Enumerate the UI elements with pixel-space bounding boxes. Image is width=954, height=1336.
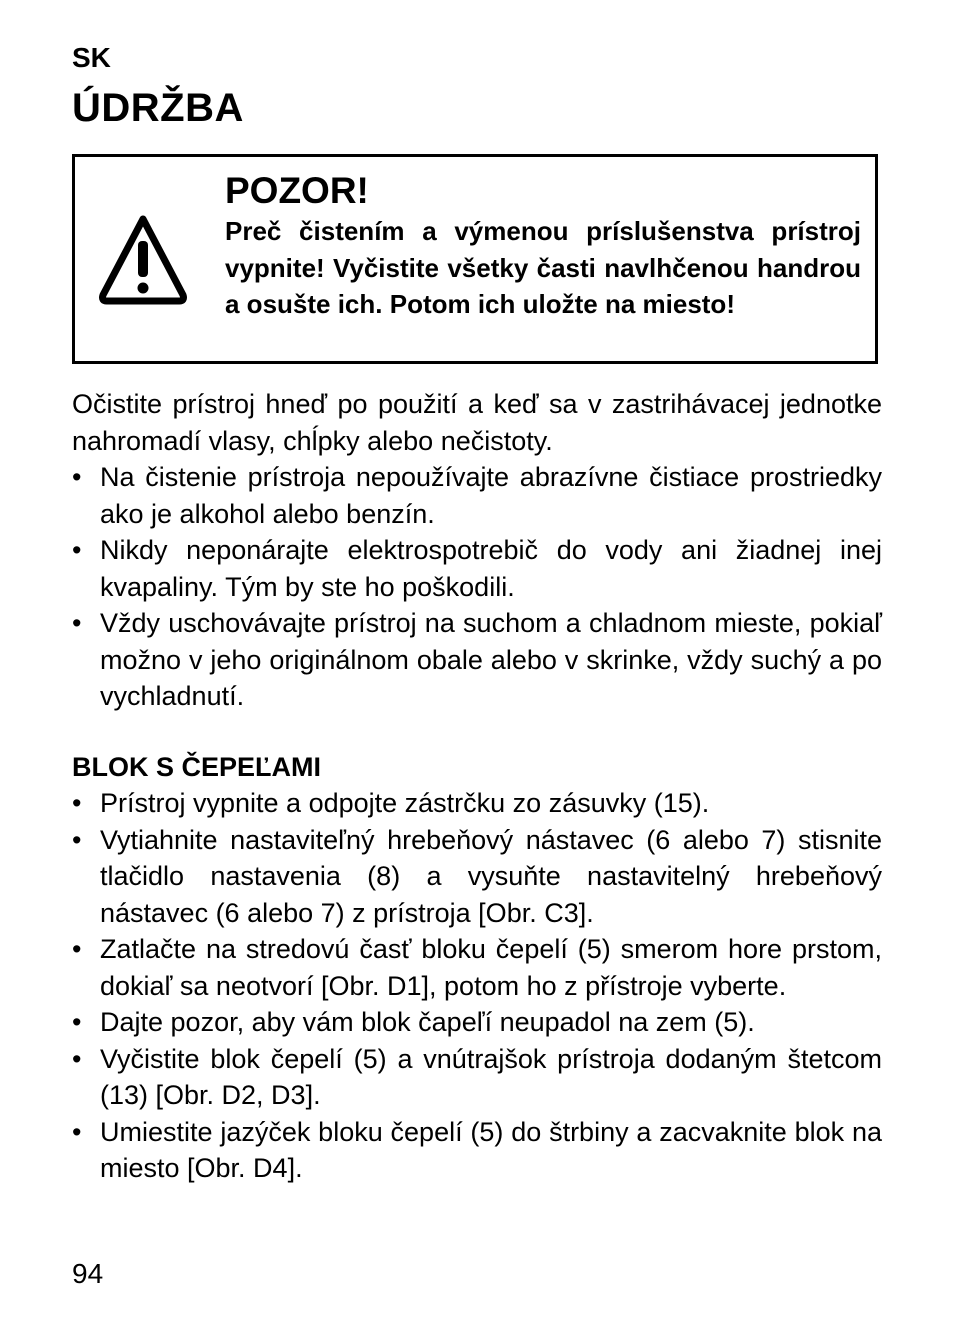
- list-item: • Prístroj vypnite a odpojte zástrčku zo zásuvky (15).: [72, 785, 882, 822]
- list-item: • Dajte pozor, aby vám blok čapeľí neupadol na zem (5).: [72, 1004, 882, 1041]
- list-item: • Nikdy neponárajte elektrospotrebič do vody ani žiadnej inej kvapaliny. Tým by ste ho poškodili.: [72, 532, 882, 605]
- page-number: 94: [72, 1258, 104, 1289]
- list-item: • Vyčistite blok čepelí (5) a vnútrajšok prístroja dodaným štetcom (13) [Obr. D2, D3].: [72, 1041, 882, 1114]
- list-item: • Zatlačte na stredovú časť bloku čepelí (5) smerom hore prstom, dokiaľ sa neotvorí [Obr. D1], potom ho z přístroje vyberte.: [72, 931, 882, 1004]
- warning-text: Preč čistením a výmenou príslušenstva prístroj vypnite! Vyčistite všetky časti navlhčenou handrou a osušte ich. Potom ich uložte na miesto!: [225, 216, 861, 319]
- main-content: [72, 386, 882, 1187]
- section-heading: BLOK S ČEPEĽAMI: [72, 751, 322, 782]
- language-code: SK: [72, 42, 111, 73]
- list-item: • Vytiahnite nastaviteľný hrebeňový nástavec (6 alebo 7) stisnite tlačidlo nastavenia (8) a vysuňte nastavitelný hrebeňový nástavec (6 alebo 7) z prístroja [Obr. C3].: [72, 822, 882, 932]
- warning-triangle-icon: [97, 211, 189, 307]
- list-item: • Na čistenie prístroja nepoužívajte abrazívne čistiace prostriedky ako je alkohol alebo benzín.: [72, 459, 882, 532]
- warning-heading: POZOR!: [225, 170, 369, 211]
- care-list: [72, 459, 882, 715]
- warning-box: [72, 154, 878, 364]
- blade-block-list: [72, 785, 882, 1187]
- intro-paragraph: Očistite prístroj hneď po použití a keď sa v zastrihávacej jednotke nahromadí vlasy, chĺpky alebo nečistoty.: [72, 389, 882, 456]
- list-item: • Vždy uschovávajte prístroj na suchom a chladnom mieste, pokiaľ možno v jeho originálnom obale alebo v skrinke, vždy suchý a po vychladnutí.: [72, 605, 882, 715]
- page-title: ÚDRŽBA: [72, 86, 244, 130]
- list-item: • Umiestite jazýček bloku čepelí (5) do štrbiny a zacvaknite blok na miesto [Obr. D4].: [72, 1114, 882, 1187]
